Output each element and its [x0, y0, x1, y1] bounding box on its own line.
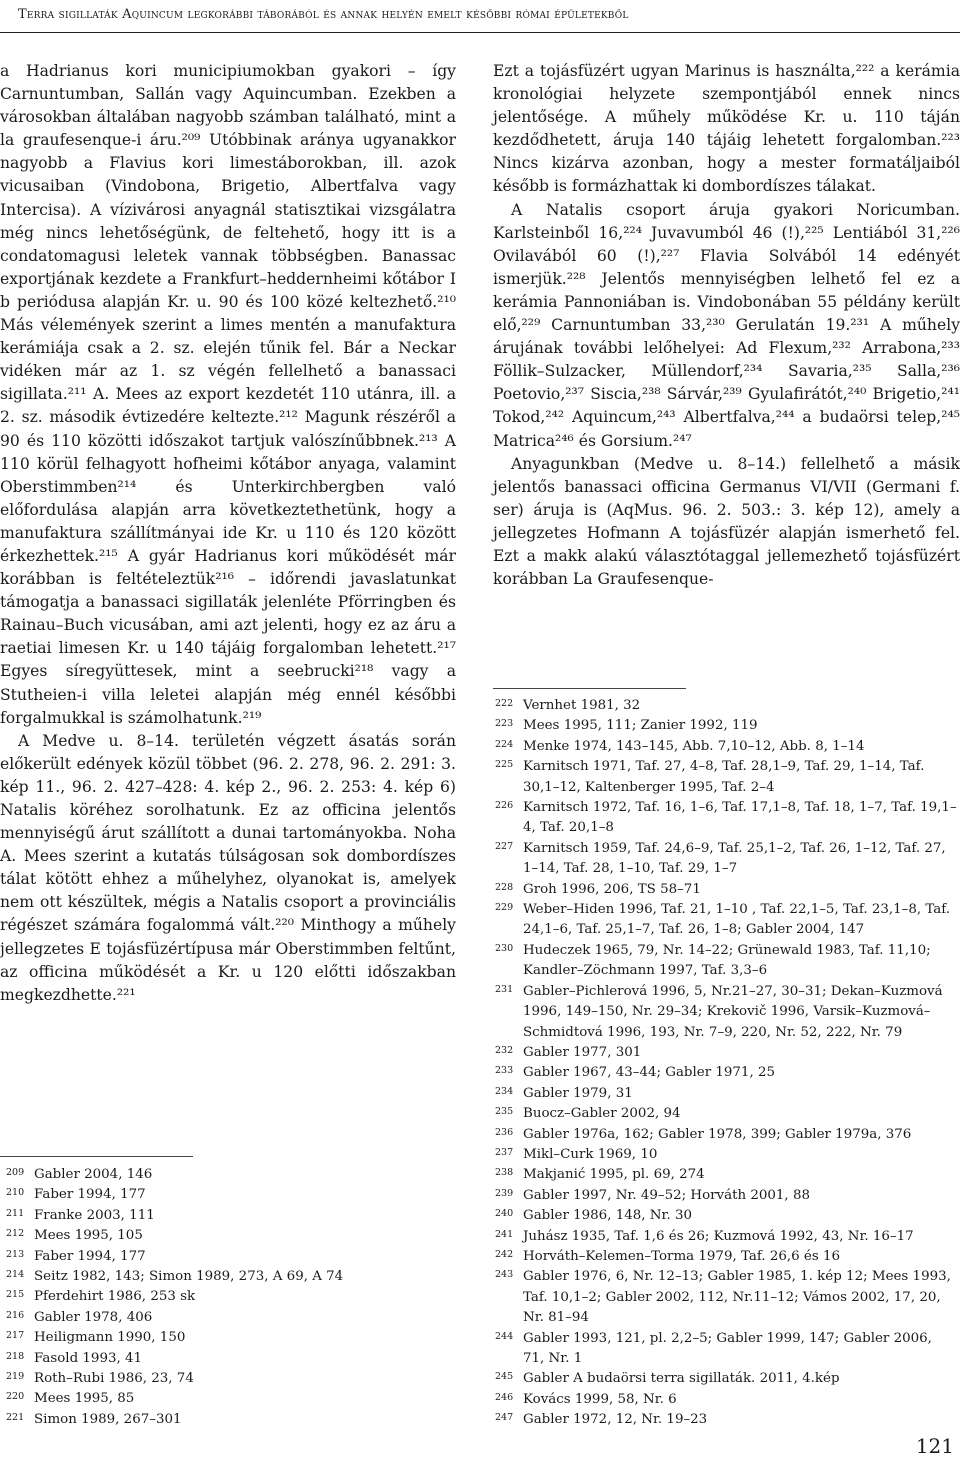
footnote: 209 Gabler 2004, 146 — [6, 1167, 153, 1182]
footnote: 210 Faber 1994, 177 — [6, 1187, 146, 1203]
footnote: 240 Gabler 1986, 148, Nr. 30 — [495, 1208, 692, 1224]
footnote: 244 Gabler 1993, 121, pl. 2,2–5; Gabler 1999, 147; Gabler 2006, 71, Nr. 1 — [495, 1330, 932, 1366]
footnote: 223 Mees 1995, 111; Zanier 1992, 119 — [495, 718, 758, 734]
footnote: 236 Gabler 1976a, 162; Gabler 1978, 399; Gabler 1979a, 376 — [495, 1126, 912, 1142]
running-title: Terra sigillaták Aquincum legkorábbi táborából és annak helyén emelt későbbi római épületekből — [18, 7, 629, 22]
footnote: 241 Juhász 1935, Taf. 1,6 és 26; Kuzmová 1992, 43, Nr. 16–17 — [495, 1228, 914, 1244]
footnote: 245 Gabler A budaörsi terra sigillaták. 2011, 4.kép — [495, 1371, 840, 1387]
left-footnotes — [6, 1165, 446, 1430]
right-footnotes — [495, 696, 957, 1431]
paragraph: Anyagunkban (Medve u. 8–14.) fellelhető a másik jelentős banassaci officina Germanus VI/VII (Germani f. ser) áruja is (AqMus. 96. 2. 503.: 3. kép 12), amely a jellegzetes Hofmann A tojásfüzér alapján ismerhető fel. Ezt a makk alakú választótaggal jellemezhető tojásfüzért korábban La Graufesenque- — [493, 454, 960, 589]
footnote: 228 Groh 1996, 206, TS 58–71 — [495, 881, 701, 897]
paragraph: A Natalis csoport áruja gyakori Noricumban. Karlsteinből 16,²²⁴ Juvavumból 46 (!),²²⁵ Lentiából 31,²²⁶ Ovilavából 60 (!),²²⁷ Flavia Solvából 14 edényét ismerjük.²²⁸ Jelentős mennyiségben lelhető fel ez a kerámia Pannoniában is. Vindobonában 55 példány került elő,²²⁹ Carnuntumban 33,²³⁰ Gerulatán 19.²³¹ A műhely árujának további lelőhelyei: Ad Flexum,²³² Arrabona,²³³ Föllik–Sulzacker, Müllendorf,²³⁴ Savaria,²³⁵ Salla,²³⁶ Poetovio,²³⁷ Siscia,²³⁸ Sárvár,²³⁹ Gyulafirátót,²⁴⁰ Brigetio,²⁴¹ Tokod,²⁴² Aquincum,²⁴³ Albertfalva,²⁴⁴ a budaörsi telep,²⁴⁵ Matrica²⁴⁶ és Gorsium.²⁴⁷ — [493, 200, 960, 450]
footnote: 233 Gabler 1967, 43–44; Gabler 1971, 25 — [495, 1065, 775, 1081]
footnote: 226 Karnitsch 1972, Taf. 16, 1–6, Taf. 17,1–8, Taf. 18, 1–7, Taf. 19,1–4, Taf. 20,1–8 — [495, 800, 957, 836]
footnote: 235 Buocz–Gabler 2002, 94 — [495, 1106, 681, 1122]
footnote: 213 Faber 1994, 177 — [6, 1248, 146, 1264]
footnote: 221 Simon 1989, 267–301 — [6, 1411, 182, 1427]
footnote: 214 Seitz 1982, 143; Simon 1989, 273, A 69, A 74 — [6, 1269, 344, 1285]
footnote: 247 Gabler 1972, 12, Nr. 19–23 — [495, 1412, 708, 1428]
paragraph: Ezt a tojásfüzért ugyan Marinus is használta,²²² a kerámia kronológiai helyzete szempontjából ennek nincs jelentősége. A műhely működése Kr. u. 110 táján kezdődhetett, áruja 140 tájáig lehetett forgalomban.²²³ Nincs kizárva azonban, hogy a mester formatáljaiból később is formázhattak ki dombordíszes tálakat. — [493, 62, 960, 196]
footnote: 222 Vernhet 1981, 32 — [495, 698, 641, 713]
footnote: 237 Mikl–Curk 1969, 10 — [495, 1146, 658, 1162]
left-footnote-rule — [0, 1156, 193, 1157]
footnote: 224 Menke 1974, 143–145, Abb. 7,10–12, Abb. 8, 1–14 — [495, 738, 865, 754]
footnote: 229 Weber–Hiden 1996, Taf. 21, 1–10 , Taf. 22,1–5, Taf. 23,1–8, Taf. 24,1–6, Taf. 25,1–7, Taf. 26, 1–8; Gabler 2004, 147 — [495, 902, 950, 938]
paragraph: a Hadrianus kori municipiumokban gyakori – így Carnuntumban, Sallán vagy Aquincumban. Ezekben a városokban általában nagyobb számban található, mint a la graufesenque-i áru.²⁰⁹ Utóbbinak aránya ugyanakkor nagyobb a Flavius kori limestáborokban, ill. azok vicusaiban (Vindobona, Brigetio, Albertfalva vagy Intercisa). A vízivárosi anyagnál statisztikai vizsgálatra még nincs lehetőségünk, de feltehető, hogy itt is a condatomagusi leletek vannak többségben. Banassac exportjának kezdete a Frankfurt–heddernheimi kőtábor I b periódusa alapján Kr. u. 90 és 100 közé keltezhető.²¹⁰ Más vélemények szerint a limes mentén a manufaktura kerámiája csak a 2. sz. elején tűnik fel. Bár a Neckar vidéken már az 1. sz végén fellelhető a banassaci sigillata.²¹¹ A. Mees az export kezdetét 110 utánra, ill. a 2. sz. második évtizedére keltezte.²¹² Magunk részéről a 90 és 110 közötti időszakot tartjuk valószínűbbnek.²¹³ A 110 körül felhagyott hofheimi kőtábor anyaga, valamint Oberstimmben²¹⁴ és Unterkirchbergben való előfordulása alapján arra következtethetünk, hogy a manufaktura szállítmányai ide Kr. u 110 és 120 között érkezhettek.²¹⁵ A gyár Hadrianus kori működését már korábban is feltételeztük²¹⁶ – időrendi javaslatunkat támogatja a banassaci sigillaták jelenléte Pförringben és Rainau–Buch vicusában, ami azt jelenti, hogy ez az áru a raetiai limesen Kr. u 140 tájáig forgalomban lehetett.²¹⁷ Egyes síregyüttesek, mint a seebrucki²¹⁸ vagy a Stutheien-i villa leletei alapján még ennél későbbi forgalmukkal is számolhatunk.²¹⁹ — [0, 62, 456, 727]
running-header — [0, 0, 960, 30]
footnote: 219 Roth–Rubi 1986, 23, 74 — [6, 1371, 194, 1387]
right-body-text — [493, 60, 960, 591]
footnote: 220 Mees 1995, 85 — [6, 1391, 135, 1407]
footnote: 232 Gabler 1977, 301 — [495, 1044, 642, 1060]
header-rule — [0, 32, 960, 33]
footnote: 234 Gabler 1979, 31 — [495, 1085, 633, 1101]
footnote: 215 Pferdehirt 1986, 253 sk — [6, 1289, 196, 1305]
footnote: 238 Makjanić 1995, pl. 69, 274 — [495, 1167, 705, 1183]
footnote: 239 Gabler 1997, Nr. 49–52; Horváth 2001, 88 — [495, 1187, 810, 1203]
footnote: 246 Kovács 1999, 58, Nr. 6 — [495, 1391, 677, 1407]
footnote: 218 Fasold 1993, 41 — [6, 1350, 143, 1366]
footnote: 227 Karnitsch 1959, Taf. 24,6–9, Taf. 25,1–2, Taf. 26, 1–12, Taf. 27, 1–14, Taf. 28, 1–10, Taf. 29, 1–7 — [495, 840, 946, 877]
left-body-text — [0, 60, 456, 1007]
footnote: 231 Gabler–Pichlerová 1996, 5, Nr.21–27, 30–31; Dekan–Kuzmová 1996, 149–150, Nr. 29–34; Krekovič 1996, Varsik–Kuzmová–Schmidtová 1996, 193, Nr. 7–9, 220, Nr. 52, 222, Nr. 79 — [495, 983, 943, 1040]
footnote: 243 Gabler 1976, 6, Nr. 12–13; Gabler 1985, 1. kép 12; Mees 1993, Taf. 10,1–2; Gabler 2002, 112, Nr.11–12; Vámos 2002, 17, 20, Nr. 81–94 — [495, 1269, 951, 1326]
right-footnote-rule — [493, 688, 686, 689]
footnote: 216 Gabler 1978, 406 — [6, 1309, 153, 1325]
footnote: 230 Hudeczek 1965, 79, Nr. 14–22; Grünewald 1983, Taf. 11,10; Kandler–Zöchmann 1997, Taf. 3,3–6 — [495, 942, 931, 979]
paragraph: A Medve u. 8–14. területén végzett ásatás során előkerült edények közül többet (96. 2. 278, 96. 2. 291: 3. kép 11., 96. 2. 427–428: 4. kép 2., 96. 2. 253: 4. kép 6) Natalis köréhez sorolhatunk. Ez az officina jelentős mennyiségű árut szállított a dunai tartományokba. Noha A. Mees szerint a kutatás túlságosan sok dombordíszes tálat kötött ehhez a műhelyhez, olyanokat is, amelyek nem ott készültek, mégis a Natalis csoport a provinciális régészet számára fogalommá vált.²²⁰ Minthogy a műhely jellegzetes E tojásfüzértípusa már Oberstimmben feltűnt, az officina működését a Kr. u 120 előtti időszakban megkezdhette.²²¹ — [0, 731, 456, 1004]
footnote: 242 Horváth–Kelemen–Torma 1979, Taf. 26,6 és 16 — [495, 1248, 841, 1264]
left-column — [0, 60, 456, 1007]
footnote: 212 Mees 1995, 105 — [6, 1228, 143, 1244]
page-number: 121 — [915, 1434, 954, 1458]
footnote: 217 Heiligmann 1990, 150 — [6, 1330, 186, 1346]
footnote: 225 Karnitsch 1971, Taf. 27, 4–8, Taf. 28,1–9, Taf. 29, 1–14, Taf. 30,1–12, Kaltenberger 1995, Taf. 2–4 — [495, 759, 925, 795]
right-column — [493, 60, 960, 591]
footnote: 211 Franke 2003, 111 — [6, 1207, 155, 1223]
